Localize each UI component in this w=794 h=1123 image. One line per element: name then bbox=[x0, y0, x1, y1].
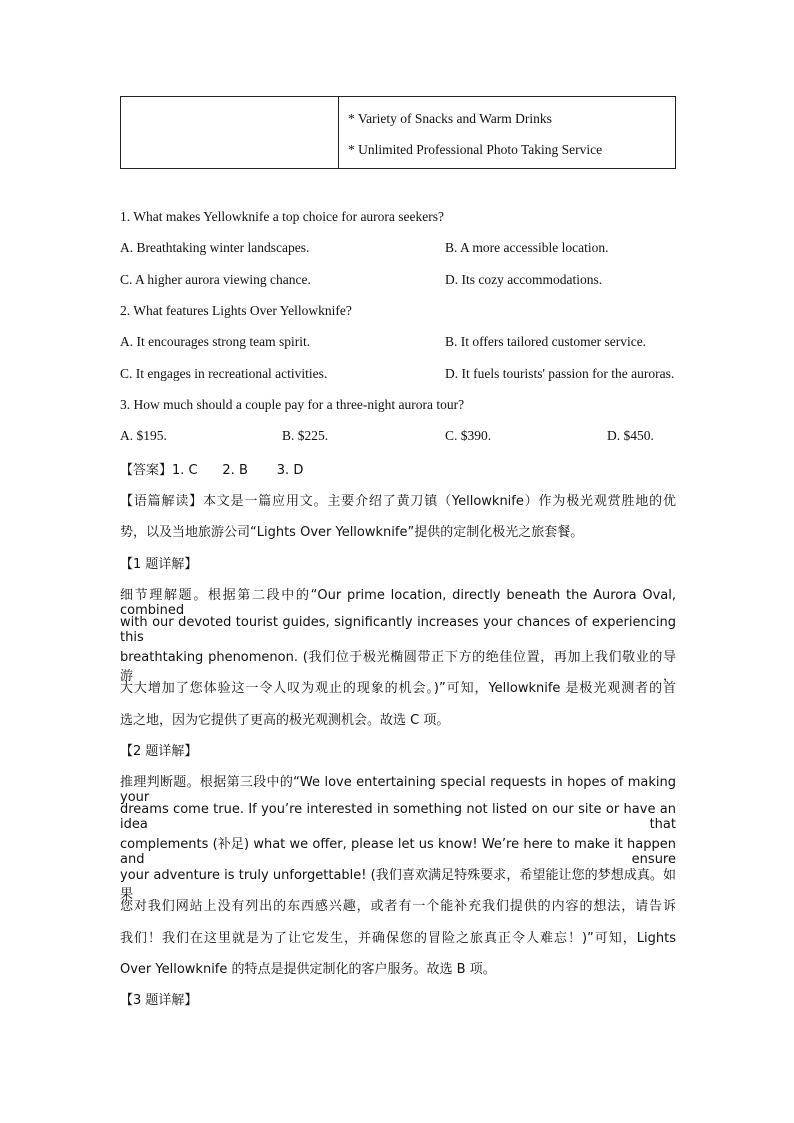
q2-option-b: B. It offers tailored customer service. bbox=[445, 334, 647, 349]
detail-2-line-4: your adventure is truly unforgettable! (我们喜欢满足特殊要求，希望能让您的梦想成真。如果 bbox=[120, 868, 676, 902]
q3-option-c: C. $390. bbox=[445, 428, 492, 443]
table-row-photos: * Unlimited Professional Photo Taking Service bbox=[348, 142, 603, 157]
question-1-stem: 1. What makes Yellowknife a top choice for aurora seekers? bbox=[120, 209, 445, 224]
detail-2-line-7: Over Yellowknife 的特点是提供定制化的客户服务。故选 B 项。 bbox=[120, 962, 496, 977]
question-2-stem: 2. What features Lights Over Yellowknife? bbox=[120, 303, 352, 318]
detail-1-line-5: 选之地，因为它提供了更高的极光观测机会。故选 C 项。 bbox=[120, 713, 450, 728]
q3-option-b: B. $225. bbox=[282, 428, 329, 443]
detail-1-line-1: 细节理解题。根据第二段中的“Our prime location, directly beneath the Aurora Oval, combined bbox=[120, 588, 676, 618]
detail-2-line-1: 推理判断题。根据第三段中的“We love entertaining special requests in hopes of making your bbox=[120, 775, 676, 805]
detail-1-line-3: breathtaking phenomenon. (我们位于极光椭圆带正下方的绝佳位置，再加上我们敬业的导游， bbox=[120, 650, 676, 684]
detail-2-heading: 【2 题详解】 bbox=[120, 744, 198, 759]
q1-option-a: A. Breathtaking winter landscapes. bbox=[120, 240, 310, 255]
q1-option-d: D. Its cozy accommodations. bbox=[445, 272, 603, 287]
q3-option-d: D. $450. bbox=[607, 428, 654, 443]
answer-key: 【答案】1. C 2. B 3. D bbox=[120, 463, 304, 478]
reading-line-2: 势，以及当地旅游公司“Lights Over Yellowknife”提供的定制化极光之旅套餐。 bbox=[120, 525, 584, 540]
table-left-cell bbox=[121, 97, 339, 168]
detail-2-line-3: complements (补足) what we offer, please let us know! We’re here to make it happen and ensure bbox=[120, 837, 676, 867]
q3-option-a: A. $195. bbox=[120, 428, 167, 443]
detail-2-line-6: 我们！我们在这里就是为了让它发生，并确保您的冒险之旅真正令人难忘！)”可知，Lights bbox=[120, 931, 676, 946]
detail-3-heading: 【3 题详解】 bbox=[120, 993, 198, 1008]
detail-2-line-5: 您对我们网站上没有列出的东西感兴趣，或者有一个能补充我们提供的内容的想法，请告诉 bbox=[120, 899, 676, 914]
package-table bbox=[120, 96, 676, 169]
table-row-snacks: * Variety of Snacks and Warm Drinks bbox=[348, 111, 552, 126]
reading-line-1: 【语篇解读】本文是一篇应用文。主要介绍了黄刀镇（Yellowknife）作为极光观赏胜地的优 bbox=[120, 494, 676, 509]
q1-option-c: C. A higher aurora viewing chance. bbox=[120, 272, 311, 287]
detail-1-line-4: 大大增加了您体验这一令人叹为观止的现象的机会。)”可知，Yellowknife 是极光观测者的首 bbox=[120, 681, 676, 696]
q2-option-a: A. It encourages strong team spirit. bbox=[120, 334, 311, 349]
q2-option-c: C. It engages in recreational activities. bbox=[120, 366, 328, 381]
detail-2-line-2: dreams come true. If you’re interested in something not listed on our site or have an idea that bbox=[120, 802, 676, 832]
detail-1-heading: 【1 题详解】 bbox=[120, 557, 198, 572]
detail-1-line-2: with our devoted tourist guides, significantly increases your chances of experiencing this bbox=[120, 615, 676, 645]
q2-option-d: D. It fuels tourists' passion for the auroras. bbox=[445, 366, 675, 381]
question-3-stem: 3. How much should a couple pay for a three-night aurora tour? bbox=[120, 397, 465, 412]
q1-option-b: B. A more accessible location. bbox=[445, 240, 609, 255]
